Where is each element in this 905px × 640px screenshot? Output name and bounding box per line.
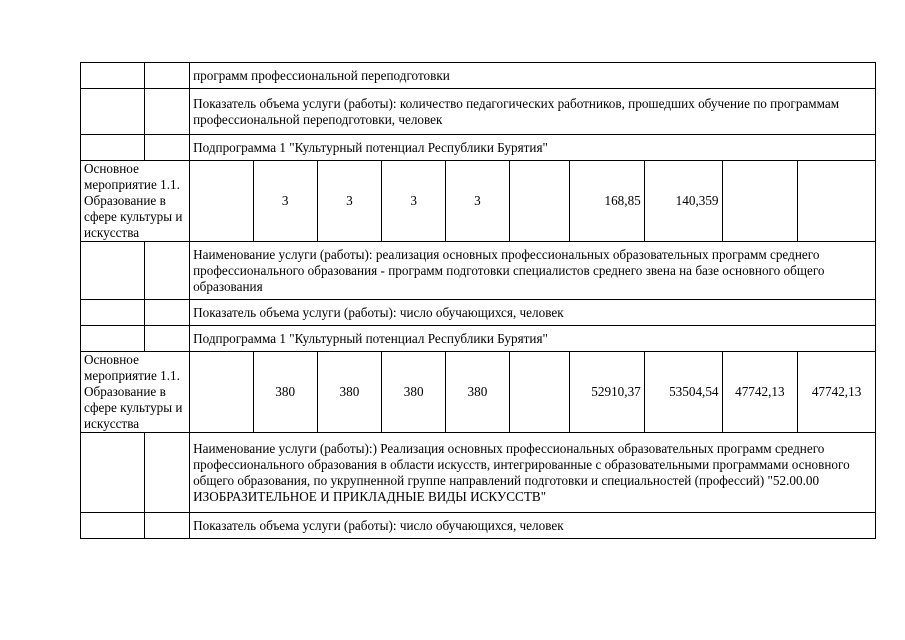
table-row-activity xyxy=(81,161,876,242)
value-cell-c8: 168,85 xyxy=(570,161,645,242)
value-cell-c11: 47742,13 xyxy=(798,352,876,433)
value-cell-c2 xyxy=(190,161,254,242)
table-row-activity xyxy=(81,352,876,433)
value-cell-c2 xyxy=(190,352,254,433)
table-body xyxy=(81,63,876,539)
value-cell-c9: 140,359 xyxy=(644,161,722,242)
table-row-description xyxy=(81,135,876,161)
value-cell-c6: 380 xyxy=(446,352,510,433)
description-cell: Подпрограмма 1 "Культурный потенциал Республики Бурятия" xyxy=(190,135,876,161)
description-cell: Показатель объема услуги (работы): количество педагогических работников, прошедших обучение по программам профессиональной переподготовки, человек xyxy=(190,89,876,135)
table-row-description xyxy=(81,63,876,89)
description-cell: Наименование услуги (работы):) Реализация основных профессиональных образовательных программ среднего профессионального образования в области искусств, интегрированные с образовательными программами основного общего образования, по укрупненной группе направлений подготовки и специальностей (профессий) "52.00.00 ИЗОБРАЗИТЕЛЬНОЕ И ПРИКЛАДНЫЕ ВИДЫ ИСКУССТВ" xyxy=(190,433,876,513)
empty-cell xyxy=(81,63,145,89)
value-cell-c3: 380 xyxy=(253,352,317,433)
empty-cell xyxy=(144,433,189,513)
description-cell: Наименование услуги (работы): реализация основных профессиональных образовательных программ среднего профессионального образования - программ подготовки специалистов среднего звена на базе основного общего образования xyxy=(190,242,876,300)
table-row-description xyxy=(81,433,876,513)
activity-name-cell: Основное мероприятие 1.1. Образование в сфере культуры и искусства xyxy=(81,352,190,433)
empty-cell xyxy=(81,326,145,352)
value-cell-c4: 3 xyxy=(317,161,382,242)
value-cell-c8: 52910,37 xyxy=(570,352,645,433)
value-cell-c7 xyxy=(509,161,569,242)
empty-cell xyxy=(144,242,189,300)
value-cell-c10: 47742,13 xyxy=(722,352,798,433)
description-cell: Показатель объема услуги (работы): число обучающихся, человек xyxy=(190,513,876,539)
empty-cell xyxy=(81,135,145,161)
empty-cell xyxy=(144,135,189,161)
table-row-description xyxy=(81,326,876,352)
empty-cell xyxy=(81,242,145,300)
empty-cell xyxy=(81,433,145,513)
description-cell: Показатель объема услуги (работы): число обучающихся, человек xyxy=(190,300,876,326)
empty-cell xyxy=(144,63,189,89)
empty-cell xyxy=(144,89,189,135)
table-row-description xyxy=(81,300,876,326)
value-cell-c4: 380 xyxy=(317,352,382,433)
value-cell-c6: 3 xyxy=(446,161,510,242)
empty-cell xyxy=(81,513,145,539)
value-cell-c5: 380 xyxy=(382,352,446,433)
empty-cell xyxy=(144,300,189,326)
empty-cell xyxy=(81,89,145,135)
empty-cell xyxy=(144,513,189,539)
value-cell-c3: 3 xyxy=(253,161,317,242)
value-cell-c10 xyxy=(722,161,798,242)
empty-cell xyxy=(144,326,189,352)
table-row-description xyxy=(81,242,876,300)
empty-cell xyxy=(81,300,145,326)
value-cell-c7 xyxy=(509,352,569,433)
description-cell: Подпрограмма 1 "Культурный потенциал Республики Бурятия" xyxy=(190,326,876,352)
value-cell-c9: 53504,54 xyxy=(644,352,722,433)
table-row-description xyxy=(81,513,876,539)
value-cell-c5: 3 xyxy=(382,161,446,242)
description-cell: программ профессиональной переподготовки xyxy=(190,63,876,89)
table-row-description xyxy=(81,89,876,135)
activity-name-cell: Основное мероприятие 1.1. Образование в сфере культуры и искусства xyxy=(81,161,190,242)
program-table xyxy=(80,62,876,539)
value-cell-c11 xyxy=(798,161,876,242)
